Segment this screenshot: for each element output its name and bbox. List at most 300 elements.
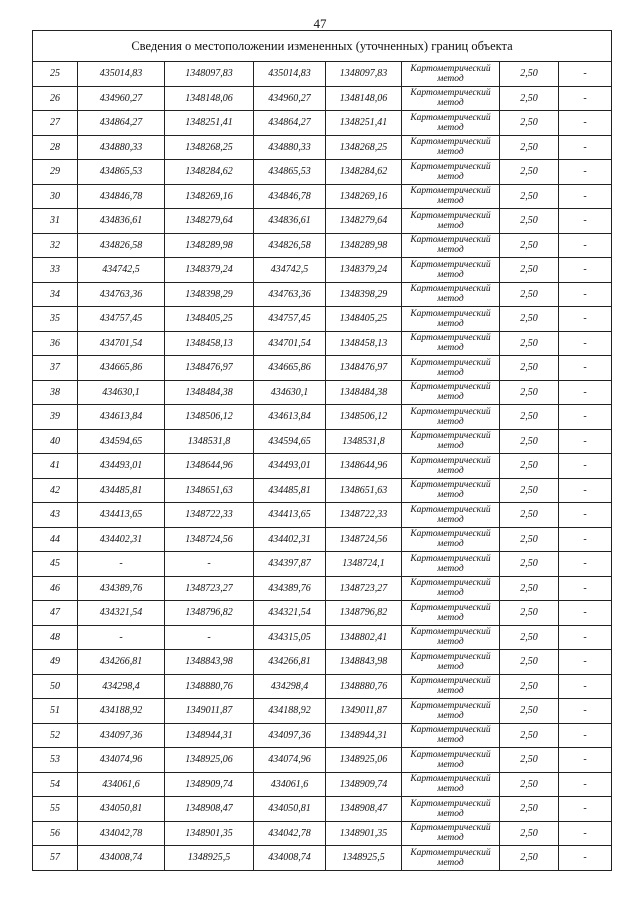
point-number-cell: 42 (33, 478, 78, 503)
table-row (33, 111, 612, 136)
y-existing-cell: 1348531,8 (165, 429, 254, 454)
y-new-cell: 1348908,47 (326, 797, 402, 822)
description-cell: - (559, 405, 612, 430)
method-line-2: метод (437, 245, 464, 256)
method-cell (402, 307, 500, 332)
method-line-1: Картометрический (410, 602, 491, 613)
method-cell (402, 405, 500, 430)
method-cell (402, 331, 500, 356)
coordinates-table (32, 30, 612, 871)
method-line-1: Картометрический (410, 259, 491, 270)
method-line-2: метод (437, 710, 464, 721)
method-line-2: метод (437, 294, 464, 305)
description-cell: - (559, 478, 612, 503)
x-existing-cell: 434865,53 (78, 160, 165, 185)
method-line-1: Картометрический (410, 333, 491, 344)
description-cell: - (559, 184, 612, 209)
table-row (33, 135, 612, 160)
point-number-cell: 29 (33, 160, 78, 185)
precision-cell: 2,50 (500, 846, 559, 871)
x-existing-cell: 434298,4 (78, 674, 165, 699)
description-cell: - (559, 552, 612, 577)
y-existing-cell: 1348880,76 (165, 674, 254, 699)
y-existing-cell: - (165, 625, 254, 650)
method-cell (402, 503, 500, 528)
x-new-cell: 434757,45 (254, 307, 326, 332)
point-number-cell: 30 (33, 184, 78, 209)
x-existing-cell: 434864,27 (78, 111, 165, 136)
y-new-cell: 1348279,64 (326, 209, 402, 234)
method-cell (402, 429, 500, 454)
table-row (33, 62, 612, 87)
description-cell: - (559, 62, 612, 87)
x-existing-cell: 434402,31 (78, 527, 165, 552)
x-existing-cell: 434008,74 (78, 846, 165, 871)
method-cell (402, 282, 500, 307)
x-new-cell: 434880,33 (254, 135, 326, 160)
point-number-cell: 53 (33, 748, 78, 773)
precision-cell: 2,50 (500, 797, 559, 822)
precision-cell: 2,50 (500, 331, 559, 356)
method-line-1: Картометрический (410, 700, 491, 711)
point-number-cell: 34 (33, 282, 78, 307)
y-existing-cell: 1348909,74 (165, 772, 254, 797)
table-row (33, 650, 612, 675)
point-number-cell: 43 (33, 503, 78, 528)
y-existing-cell: 1348484,38 (165, 380, 254, 405)
description-cell: - (559, 748, 612, 773)
table-title-row (33, 31, 612, 62)
point-number-cell: 41 (33, 454, 78, 479)
x-existing-cell: 434757,45 (78, 307, 165, 332)
method-line-2: метод (437, 833, 464, 844)
description-cell: - (559, 209, 612, 234)
precision-cell: 2,50 (500, 356, 559, 381)
method-line-2: метод (437, 637, 464, 648)
method-line-1: Картометрический (410, 504, 491, 515)
x-existing-cell: 434613,84 (78, 405, 165, 430)
description-cell: - (559, 772, 612, 797)
y-existing-cell: 1348268,25 (165, 135, 254, 160)
table-row (33, 86, 612, 111)
point-number-cell: 37 (33, 356, 78, 381)
y-existing-cell: 1348289,98 (165, 233, 254, 258)
precision-cell: 2,50 (500, 282, 559, 307)
precision-cell: 2,50 (500, 527, 559, 552)
x-new-cell: 434826,58 (254, 233, 326, 258)
table-row (33, 233, 612, 258)
method-cell (402, 86, 500, 111)
table-row (33, 478, 612, 503)
x-new-cell: 434493,01 (254, 454, 326, 479)
point-number-cell: 56 (33, 821, 78, 846)
point-number-cell: 54 (33, 772, 78, 797)
y-new-cell: 1348644,96 (326, 454, 402, 479)
description-cell: - (559, 331, 612, 356)
x-existing-cell: 434763,36 (78, 282, 165, 307)
method-line-1: Картометрический (410, 651, 491, 662)
method-cell (402, 380, 500, 405)
x-new-cell: 434865,53 (254, 160, 326, 185)
x-existing-cell: 434960,27 (78, 86, 165, 111)
y-existing-cell: 1348901,35 (165, 821, 254, 846)
precision-cell: 2,50 (500, 478, 559, 503)
method-cell (402, 723, 500, 748)
table-row (33, 699, 612, 724)
page-number: 47 (313, 16, 327, 31)
y-existing-cell: 1348269,16 (165, 184, 254, 209)
table-row (33, 209, 612, 234)
table-row (33, 748, 612, 773)
precision-cell: 2,50 (500, 650, 559, 675)
method-line-1: Картометрический (410, 529, 491, 540)
description-cell: - (559, 797, 612, 822)
method-line-2: метод (437, 661, 464, 672)
y-existing-cell: 1348644,96 (165, 454, 254, 479)
x-new-cell: 434763,36 (254, 282, 326, 307)
y-existing-cell: 1348476,97 (165, 356, 254, 381)
precision-cell: 2,50 (500, 552, 559, 577)
x-existing-cell: 434630,1 (78, 380, 165, 405)
x-new-cell: 434960,27 (254, 86, 326, 111)
table-row (33, 576, 612, 601)
table-row (33, 674, 612, 699)
point-number-cell: 39 (33, 405, 78, 430)
x-existing-cell: 434742,5 (78, 258, 165, 283)
x-new-cell: 434298,4 (254, 674, 326, 699)
x-new-cell: 434665,86 (254, 356, 326, 381)
method-line-1: Картометрический (410, 823, 491, 834)
description-cell: - (559, 723, 612, 748)
table-row (33, 429, 612, 454)
method-cell (402, 625, 500, 650)
table-row (33, 307, 612, 332)
y-new-cell: 1348944,31 (326, 723, 402, 748)
y-new-cell: 1348148,06 (326, 86, 402, 111)
method-cell (402, 356, 500, 381)
x-new-cell: 434074,96 (254, 748, 326, 773)
y-existing-cell: 1348908,47 (165, 797, 254, 822)
method-line-2: метод (437, 441, 464, 452)
method-line-1: Картометрический (410, 382, 491, 393)
point-number-cell: 46 (33, 576, 78, 601)
precision-cell: 2,50 (500, 160, 559, 185)
method-line-2: метод (437, 196, 464, 207)
x-new-cell: 434630,1 (254, 380, 326, 405)
x-new-cell: 434315,05 (254, 625, 326, 650)
method-line-2: метод (437, 686, 464, 697)
method-line-2: метод (437, 220, 464, 231)
y-new-cell: 1348476,97 (326, 356, 402, 381)
precision-cell: 2,50 (500, 699, 559, 724)
method-line-2: метод (437, 490, 464, 501)
x-new-cell: 434061,6 (254, 772, 326, 797)
table-row (33, 184, 612, 209)
x-existing-cell: 434846,78 (78, 184, 165, 209)
method-line-1: Картометрический (410, 63, 491, 74)
x-new-cell: 434389,76 (254, 576, 326, 601)
x-existing-cell: 434042,78 (78, 821, 165, 846)
precision-cell: 2,50 (500, 748, 559, 773)
point-number-cell: 57 (33, 846, 78, 871)
method-line-1: Картометрический (410, 357, 491, 368)
method-line-1: Картометрический (410, 749, 491, 760)
y-new-cell: 1348651,63 (326, 478, 402, 503)
method-line-2: метод (437, 563, 464, 574)
method-cell (402, 233, 500, 258)
method-cell (402, 601, 500, 626)
x-new-cell: 434008,74 (254, 846, 326, 871)
x-existing-cell: 434050,81 (78, 797, 165, 822)
method-line-1: Картометрический (410, 112, 491, 123)
precision-cell: 2,50 (500, 405, 559, 430)
precision-cell: 2,50 (500, 233, 559, 258)
method-line-1: Картометрический (410, 88, 491, 99)
method-cell (402, 846, 500, 871)
x-new-cell: 434613,84 (254, 405, 326, 430)
method-line-2: метод (437, 514, 464, 525)
x-new-cell: 434050,81 (254, 797, 326, 822)
y-existing-cell: - (165, 552, 254, 577)
description-cell: - (559, 846, 612, 871)
point-number-cell: 28 (33, 135, 78, 160)
table-row (33, 821, 612, 846)
y-new-cell: 1348724,1 (326, 552, 402, 577)
x-new-cell: 434485,81 (254, 478, 326, 503)
method-line-2: метод (437, 171, 464, 182)
description-cell: - (559, 380, 612, 405)
method-cell (402, 454, 500, 479)
x-new-cell: 435014,83 (254, 62, 326, 87)
precision-cell: 2,50 (500, 258, 559, 283)
description-cell: - (559, 503, 612, 528)
method-line-2: метод (437, 588, 464, 599)
table-row (33, 797, 612, 822)
method-cell (402, 111, 500, 136)
y-existing-cell: 1348148,06 (165, 86, 254, 111)
method-line-2: метод (437, 122, 464, 133)
description-cell: - (559, 821, 612, 846)
table-row (33, 772, 612, 797)
y-existing-cell: 1348723,27 (165, 576, 254, 601)
x-existing-cell: 434413,65 (78, 503, 165, 528)
x-existing-cell: 434266,81 (78, 650, 165, 675)
x-new-cell: 434413,65 (254, 503, 326, 528)
y-new-cell: 1348289,98 (326, 233, 402, 258)
point-number-cell: 27 (33, 111, 78, 136)
table-row (33, 552, 612, 577)
table-row (33, 356, 612, 381)
precision-cell: 2,50 (500, 111, 559, 136)
description-cell: - (559, 699, 612, 724)
point-number-cell: 36 (33, 331, 78, 356)
method-line-2: метод (437, 392, 464, 403)
method-cell (402, 576, 500, 601)
point-number-cell: 31 (33, 209, 78, 234)
point-number-cell: 25 (33, 62, 78, 87)
method-line-2: метод (437, 416, 464, 427)
y-new-cell: 1348909,74 (326, 772, 402, 797)
y-new-cell: 1348284,62 (326, 160, 402, 185)
y-new-cell: 1348925,06 (326, 748, 402, 773)
y-existing-cell: 1348722,33 (165, 503, 254, 528)
method-line-2: метод (437, 784, 464, 795)
y-new-cell: 1348925,5 (326, 846, 402, 871)
description-cell: - (559, 650, 612, 675)
y-new-cell: 1348724,56 (326, 527, 402, 552)
precision-cell: 2,50 (500, 821, 559, 846)
x-new-cell: 434321,54 (254, 601, 326, 626)
point-number-cell: 49 (33, 650, 78, 675)
method-cell (402, 527, 500, 552)
x-existing-cell: 435014,83 (78, 62, 165, 87)
description-cell: - (559, 625, 612, 650)
point-number-cell: 38 (33, 380, 78, 405)
x-existing-cell: 434701,54 (78, 331, 165, 356)
method-line-1: Картометрический (410, 308, 491, 319)
method-line-2: метод (437, 612, 464, 623)
method-line-1: Картометрический (410, 235, 491, 246)
method-line-1: Картометрический (410, 798, 491, 809)
method-cell (402, 674, 500, 699)
y-existing-cell: 1348944,31 (165, 723, 254, 748)
y-new-cell: 1348405,25 (326, 307, 402, 332)
table-title: Сведения о местоположении измененных (уточненных) границ объекта (33, 31, 612, 62)
table-row (33, 527, 612, 552)
x-existing-cell: 434880,33 (78, 135, 165, 160)
table-row (33, 625, 612, 650)
precision-cell: 2,50 (500, 503, 559, 528)
precision-cell: 2,50 (500, 184, 559, 209)
x-new-cell: 434742,5 (254, 258, 326, 283)
y-new-cell: 1348723,27 (326, 576, 402, 601)
description-cell: - (559, 527, 612, 552)
x-existing-cell: - (78, 552, 165, 577)
point-number-cell: 40 (33, 429, 78, 454)
x-new-cell: 434266,81 (254, 650, 326, 675)
y-new-cell: 1348097,83 (326, 62, 402, 87)
method-line-2: метод (437, 735, 464, 746)
point-number-cell: 33 (33, 258, 78, 283)
table-row (33, 331, 612, 356)
method-line-1: Картометрический (410, 431, 491, 442)
method-cell (402, 62, 500, 87)
table-row (33, 282, 612, 307)
x-existing-cell: 434074,96 (78, 748, 165, 773)
y-new-cell: 1348398,29 (326, 282, 402, 307)
x-new-cell: 434097,36 (254, 723, 326, 748)
y-new-cell: 1348796,82 (326, 601, 402, 626)
description-cell: - (559, 135, 612, 160)
method-line-1: Картометрический (410, 725, 491, 736)
y-new-cell: 1348506,12 (326, 405, 402, 430)
x-new-cell: 434397,87 (254, 552, 326, 577)
method-line-1: Картометрический (410, 161, 491, 172)
description-cell: - (559, 576, 612, 601)
method-line-1: Картометрический (410, 553, 491, 564)
precision-cell: 2,50 (500, 454, 559, 479)
table-row (33, 380, 612, 405)
method-line-2: метод (437, 808, 464, 819)
method-line-2: метод (437, 465, 464, 476)
method-line-2: метод (437, 759, 464, 770)
x-new-cell: 434846,78 (254, 184, 326, 209)
x-new-cell: 434402,31 (254, 527, 326, 552)
method-cell (402, 748, 500, 773)
description-cell: - (559, 307, 612, 332)
description-cell: - (559, 601, 612, 626)
precision-cell: 2,50 (500, 135, 559, 160)
x-existing-cell: 434836,61 (78, 209, 165, 234)
method-line-1: Картометрический (410, 578, 491, 589)
point-number-cell: 50 (33, 674, 78, 699)
table-row (33, 258, 612, 283)
y-existing-cell: 1348405,25 (165, 307, 254, 332)
y-new-cell: 1348880,76 (326, 674, 402, 699)
y-existing-cell: 1348651,63 (165, 478, 254, 503)
table-row (33, 846, 612, 871)
y-new-cell: 1349011,87 (326, 699, 402, 724)
y-new-cell: 1348802,41 (326, 625, 402, 650)
method-line-1: Картометрический (410, 774, 491, 785)
y-existing-cell: 1348251,41 (165, 111, 254, 136)
description-cell: - (559, 86, 612, 111)
y-existing-cell: 1348796,82 (165, 601, 254, 626)
description-cell: - (559, 454, 612, 479)
method-cell (402, 699, 500, 724)
x-new-cell: 434188,92 (254, 699, 326, 724)
y-existing-cell: 1348843,98 (165, 650, 254, 675)
method-line-2: метод (437, 343, 464, 354)
method-cell (402, 797, 500, 822)
x-existing-cell: 434665,86 (78, 356, 165, 381)
y-existing-cell: 1348506,12 (165, 405, 254, 430)
point-number-cell: 47 (33, 601, 78, 626)
method-cell (402, 821, 500, 846)
y-existing-cell: 1348925,06 (165, 748, 254, 773)
method-cell (402, 772, 500, 797)
table-row (33, 601, 612, 626)
table-row (33, 405, 612, 430)
method-cell (402, 184, 500, 209)
precision-cell: 2,50 (500, 601, 559, 626)
precision-cell: 2,50 (500, 307, 559, 332)
y-existing-cell: 1348724,56 (165, 527, 254, 552)
point-number-cell: 32 (33, 233, 78, 258)
y-new-cell: 1348531,8 (326, 429, 402, 454)
y-new-cell: 1348722,33 (326, 503, 402, 528)
point-number-cell: 52 (33, 723, 78, 748)
x-existing-cell: 434594,65 (78, 429, 165, 454)
x-existing-cell: 434188,92 (78, 699, 165, 724)
y-new-cell: 1348268,25 (326, 135, 402, 160)
method-cell (402, 650, 500, 675)
point-number-cell: 48 (33, 625, 78, 650)
x-new-cell: 434594,65 (254, 429, 326, 454)
y-new-cell: 1348251,41 (326, 111, 402, 136)
method-line-1: Картометрический (410, 847, 491, 858)
method-line-2: метод (437, 318, 464, 329)
method-line-1: Картометрический (410, 137, 491, 148)
y-existing-cell: 1348284,62 (165, 160, 254, 185)
y-new-cell: 1348269,16 (326, 184, 402, 209)
method-cell (402, 160, 500, 185)
precision-cell: 2,50 (500, 209, 559, 234)
precision-cell: 2,50 (500, 62, 559, 87)
x-new-cell: 434701,54 (254, 331, 326, 356)
point-number-cell: 45 (33, 552, 78, 577)
y-new-cell: 1348379,24 (326, 258, 402, 283)
